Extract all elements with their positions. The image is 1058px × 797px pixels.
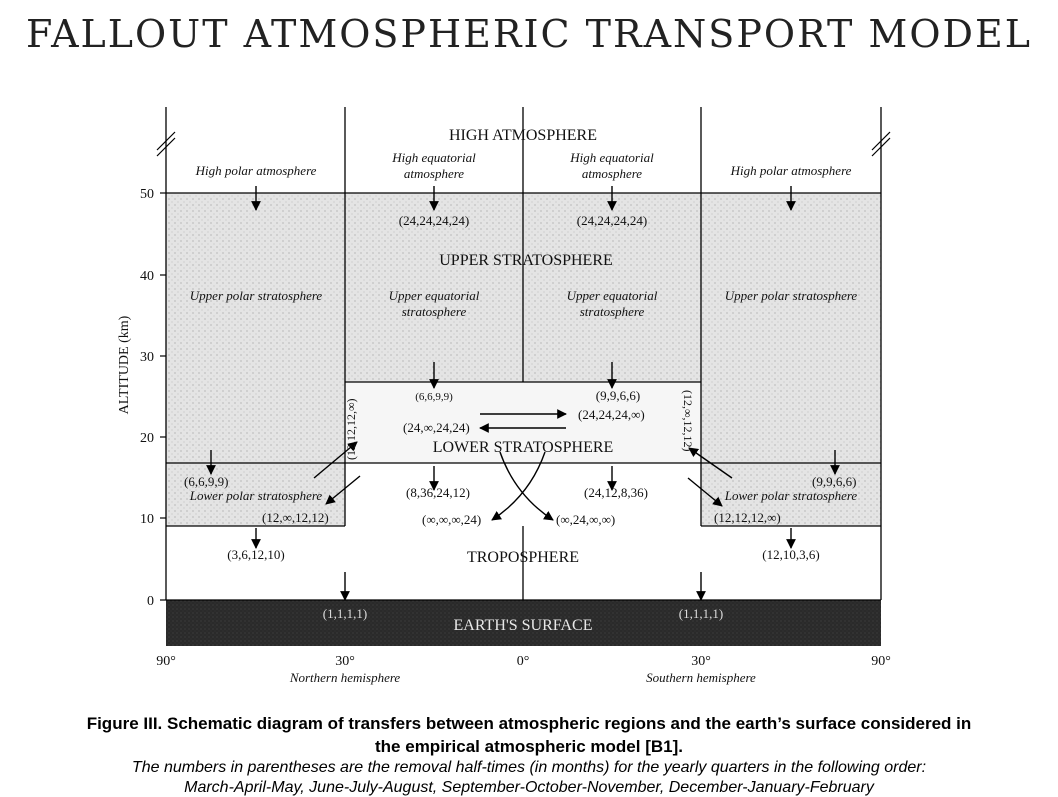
- value-lower-polar-left-out: (12,∞,12,12): [262, 510, 329, 525]
- northern-hemisphere-label: Northern hemisphere: [289, 670, 401, 685]
- y-axis-label: ALTITUDE (km): [117, 315, 132, 415]
- lower-polar-left-shade: [166, 382, 345, 526]
- high-polar-left-label: High polar atmosphere: [195, 163, 317, 178]
- y-tick-10: 10: [140, 512, 154, 527]
- high-equatorial-left-label: High equatorial: [392, 150, 476, 165]
- figure-caption-note: The numbers in parentheses are the removal half-times (in months) for the yearly quarters in the following order:: [131, 759, 927, 776]
- value-cross-eq-right: (24,24,24,∞): [578, 407, 645, 422]
- x-tick-0: 0°: [516, 654, 530, 669]
- y-tick-30: 30: [140, 350, 154, 365]
- upper-polar-right-label: Upper polar stratosphere: [724, 288, 858, 303]
- value-lower-eq-left: (8,36,24,12): [406, 485, 470, 500]
- value-high-eq-left: (24,24,24,24): [398, 213, 470, 228]
- x-tick-30-right: 30°: [691, 654, 711, 669]
- earth-surface-label: EARTH'S SURFACE: [453, 617, 593, 634]
- troposphere-label: TROPOSPHERE: [466, 549, 580, 566]
- value-surface-right: (1,1,1,1): [678, 606, 724, 621]
- high-equatorial-left-label-2: atmosphere: [403, 166, 465, 181]
- high-atmosphere-label: HIGH ATMOSPHERE: [448, 127, 598, 144]
- high-equatorial-right-label: High equatorial: [570, 150, 654, 165]
- value-cross-to-trop-right: (∞,24,∞,∞): [556, 512, 616, 527]
- value-high-eq-right: (24,24,24,24): [576, 213, 648, 228]
- value-cross-to-trop-left: (∞,∞,∞,24): [422, 512, 482, 527]
- upper-polar-left-label: Upper polar stratosphere: [189, 288, 323, 303]
- upper-equatorial-left-label-2: stratosphere: [401, 304, 467, 319]
- x-tick-30-left: 30°: [335, 654, 355, 669]
- high-equatorial-right-label-2: atmosphere: [581, 166, 643, 181]
- value-upper-polar-right: (9,9,6,6): [812, 474, 857, 489]
- value-upper-eq-left: (6,6,9,9): [415, 391, 453, 403]
- lower-stratosphere-label: LOWER STRATOSPHERE: [432, 439, 614, 456]
- upper-equatorial-left-label: Upper equatorial: [388, 288, 480, 303]
- figure-caption-note-2: March-April-May, June-July-August, September-October-November, December-January-February: [184, 779, 874, 796]
- value-upper-polar-left: (6,6,9,9): [184, 474, 229, 489]
- lower-polar-right-shade: [701, 382, 881, 526]
- y-tick-40: 40: [140, 269, 154, 284]
- figure-caption-title-2: the empirical atmospheric model [B1].: [375, 737, 683, 756]
- page-title: FALLOUT ATMOSPHERIC TRANSPORT MODEL: [26, 12, 1032, 56]
- lower-polar-right-label: Lower polar stratosphere: [724, 488, 858, 503]
- value-lower-to-polar-left: (12,12,12,∞): [344, 398, 358, 460]
- southern-hemisphere-label: Southern hemisphere: [646, 670, 756, 685]
- value-lower-eq-right: (24,12,8,36): [584, 485, 648, 500]
- upper-stratosphere-label: UPPER STRATOSPHERE: [439, 252, 613, 269]
- high-polar-right-label: High polar atmosphere: [730, 163, 852, 178]
- x-tick-90-left: 90°: [156, 654, 176, 669]
- value-upper-eq-right: (9,9,6,6): [595, 388, 641, 403]
- upper-equatorial-right-label-2: stratosphere: [579, 304, 645, 319]
- value-lower-to-polar-right: (12,∞,12,12): [681, 390, 695, 452]
- y-tick-20: 20: [140, 431, 154, 446]
- value-surface-left: (1,1,1,1): [322, 606, 368, 621]
- y-tick-50: 50: [140, 187, 154, 202]
- value-cross-eq-left: (24,∞,24,24): [403, 420, 470, 435]
- value-trop-right: (12,10,3,6): [762, 547, 820, 562]
- lower-polar-left-label: Lower polar stratosphere: [189, 488, 323, 503]
- y-tick-0: 0: [147, 594, 154, 609]
- x-tick-90-right: 90°: [871, 654, 891, 669]
- value-trop-left: (3,6,12,10): [227, 547, 285, 562]
- value-lower-polar-right-out: (12,12,12,∞): [714, 510, 781, 525]
- upper-equatorial-right-label: Upper equatorial: [566, 288, 658, 303]
- figure-caption-title: Figure III. Schematic diagram of transfers between atmospheric regions and the earth’s surface considered in: [86, 714, 972, 733]
